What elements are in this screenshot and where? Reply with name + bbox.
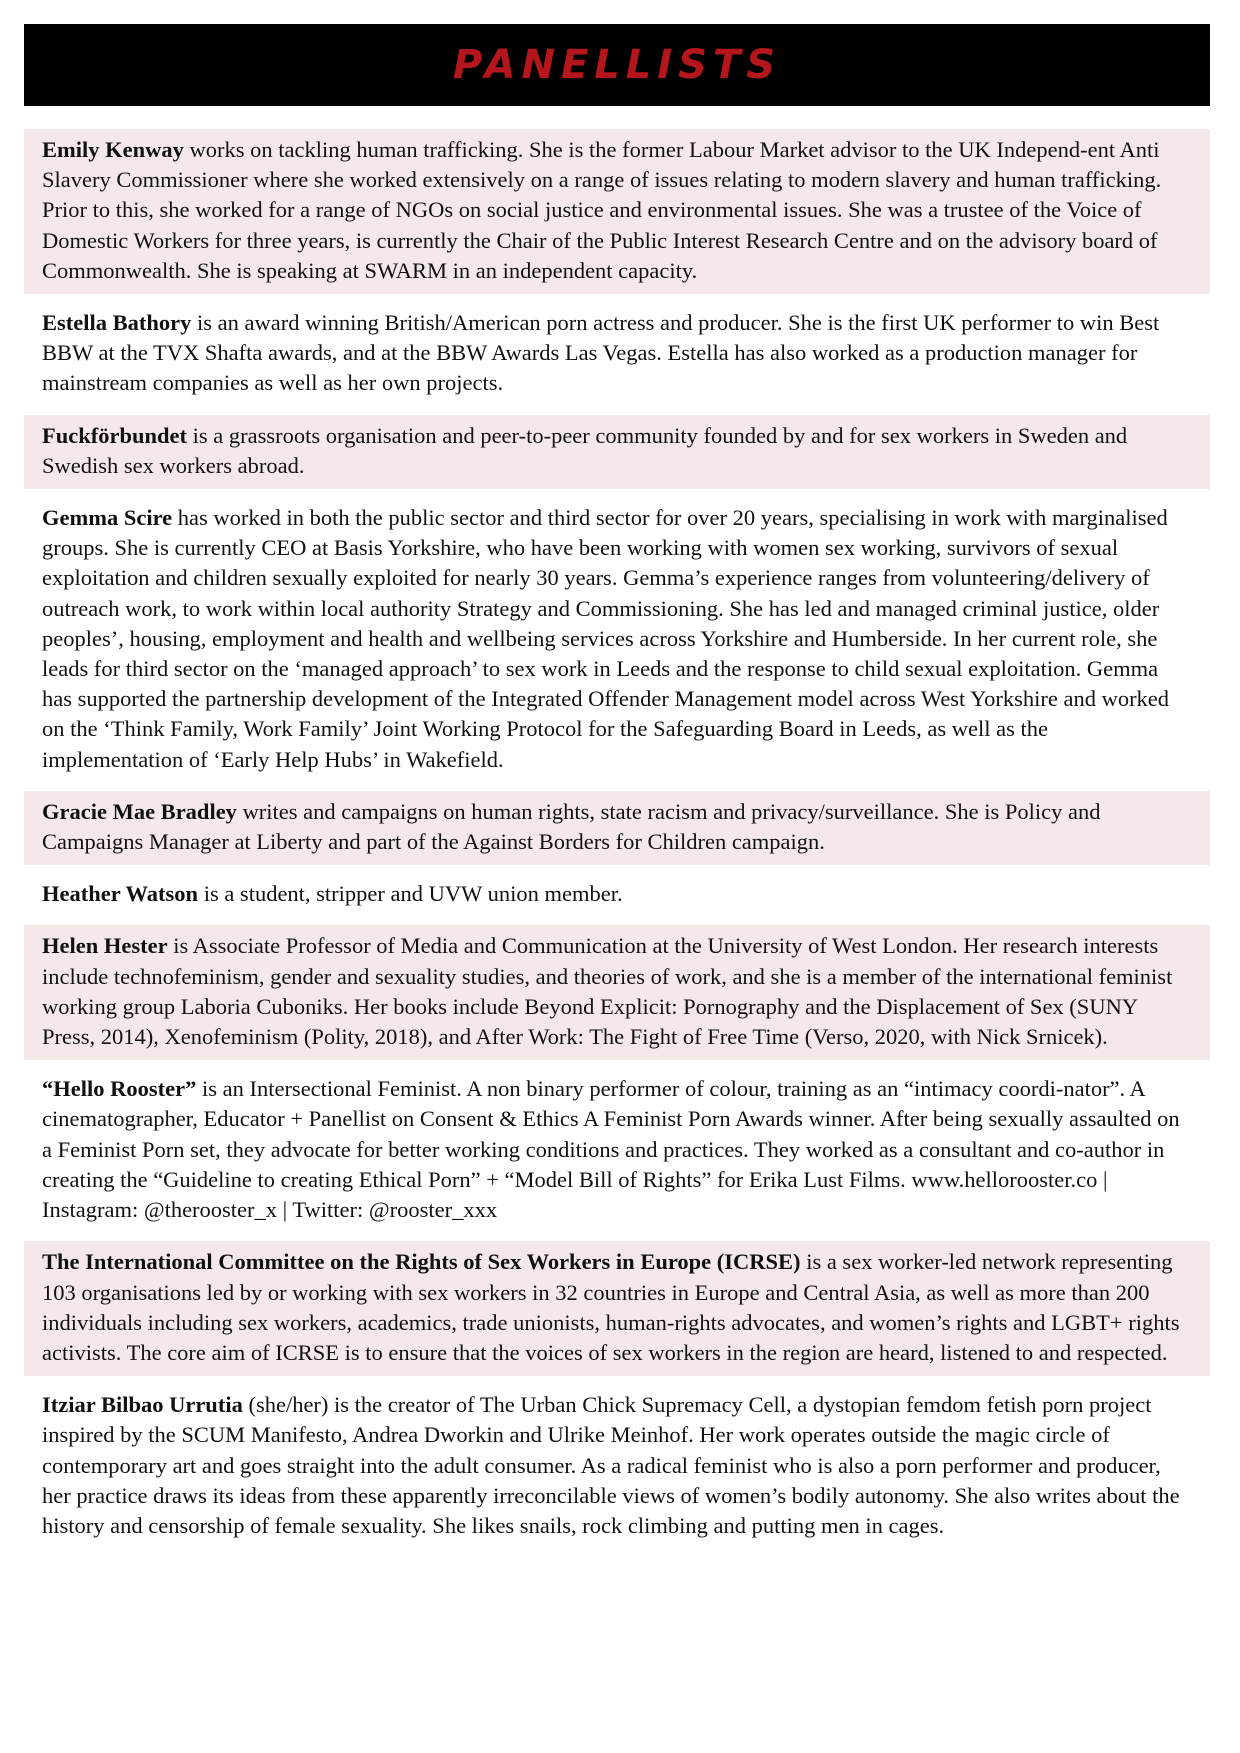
- panellist-entry: [24, 415, 1210, 489]
- panellist-bio: is an award winning British/American porn actress and producer. She is the first UK performer to win Best BBW at the TVX Shafta awards, and at the BBW Awards Las Vegas. Estella has also worked as a production manager for mainstream companies as well as her own projects.: [42, 310, 1160, 396]
- panellist-list: [24, 129, 1210, 1557]
- page-title: PANELLISTS: [452, 42, 782, 88]
- panellist-name: Gemma Scire: [42, 505, 173, 531]
- panellist-bio: is a sex worker-led network representing 103 organisations led by or working with sex workers in 32 countries in Europe and Central Asia, as well as more than 200 individuals including sex workers, academics, trade unionists, human-rights advocates, and women’s rights and LGBT+ rights activists. The core aim of ICRSE is to ensure that the voices of sex workers in the region are heard, listened to and respected.: [42, 1249, 1180, 1365]
- panellist-entry: [24, 1241, 1210, 1376]
- panellist-name: Heather Watson: [42, 881, 199, 907]
- panellist-bio: is a grassroots organisation and peer-to-peer community founded by and for sex workers in Sweden and Swedish sex workers abroad.: [42, 422, 1128, 478]
- panellist-entry: [24, 302, 1210, 407]
- page-header: [24, 24, 1210, 106]
- panellist-bio: (she/her) is the creator of The Urban Chick Supremacy Cell, a dystopian femdom fetish porn project inspired by the SCUM Manifesto, Andrea Dworkin and Ulrike Meinhof. Her work operates outside the magic circle of contemporary art and goes straight into the adult consumer. As a radical feminist who is also a porn performer and producer, her practice draws its ideas from these apparently irreconcilable views of women’s bodily autonomy. She also writes about the history and censorship of female sexuality. She likes snails, rock climbing and putting men in cages.: [42, 1392, 1180, 1538]
- panellist-name: The International Committee on the Rights of Sex Workers in Europe (ICRSE): [42, 1249, 801, 1275]
- panellist-bio: writes and campaigns on human rights, state racism and privacy/surveillance. She is Policy and Campaigns Manager at Liberty and part of the Against Borders for Children campaign.: [42, 798, 1101, 855]
- panellist-entry: [24, 873, 1210, 917]
- panellist-entry: [24, 497, 1210, 783]
- panellist-name: Estella Bathory: [42, 310, 192, 336]
- panellist-bio: has worked in both the public sector and third sector for over 20 years, specialising in work with marginalised groups. She is currently CEO at Basis Yorkshire, who have been working with women sex working, survivors of sexual exploitation and children sexually exploited for nearly 30 years. Gemma’s experience ranges from volunteering/delivery of outreach work, to work within local authority Strategy and Commissioning. She has led and managed criminal justice, older peoples’, housing, employment and health and wellbeing services across Yorkshire and Humberside. In her current role, she leads for third sector on the ‘managed approach’ to sex work in Leeds and the response to child sexual exploitation. Gemma has supported the partnership development of the Integrated Offender Management model across West Yorkshire and worked on the ‘Think Family, Work Family’ Joint Working Protocol for the Safeguarding Board in Leeds, as well as the implementation of ‘Early Help Hubs’ in Wakefield.: [42, 505, 1170, 772]
- panellist-entry: [24, 1068, 1210, 1233]
- panellist-bio: works on tackling human trafficking. She is the former Labour Market advisor to the UK Independ-ent Anti Slavery Commissioner where she worked extensively on a range of issues relating to modern slavery and human trafficking. Prior to this, she worked for a range of NGOs on social justice and environmental issues. She was a trustee of the Voice of Domestic Workers for three years, is currently the Chair of the Public Interest Research Centre and on the advisory board of Commonwealth. She is speaking at SWARM in an independent capacity.: [42, 137, 1162, 283]
- panellist-name: Gracie Mae Bradley: [42, 798, 237, 824]
- panellist-name: Itziar Bilbao Urrutia: [42, 1392, 243, 1418]
- panellist-bio: is Associate Professor of Media and Communication at the University of West London. Her research interests include technofeminism, gender and sexuality studies, and theories of work, and she is a member of the international feminist working group Laboria Cuboniks. Her books include Beyond Explicit: Pornography and the Displacement of Sex (SUNY Press, 2014), Xenofeminism (Polity, 2018), and After Work: The Fight of Free Time (Verso, 2020, with Nick Srnicek).: [42, 933, 1173, 1050]
- panellist-name: Helen Hester: [42, 933, 168, 959]
- panellist-name: “Hello Rooster”: [42, 1076, 197, 1102]
- panellist-name: Emily Kenway: [42, 137, 184, 162]
- panellist-entry: [24, 791, 1210, 865]
- panellist-entry: [24, 1384, 1210, 1549]
- panellist-name: Fuckförbundet: [42, 422, 188, 448]
- panellist-entry: [24, 129, 1210, 294]
- panellist-bio: is a student, stripper and UVW union member.: [198, 881, 623, 907]
- panellist-bio: is an Intersectional Feminist. A non binary performer of colour, training as an “intimacy coordi-nator”. A cinematographer, Educator + Panellist on Consent & Ethics A Feminist Porn Awards winner. After being sexually assaulted on a Feminist Porn set, they advocate for better working conditions and practices. They worked as a consultant and co-author in creating the “Guideline to creating Ethical Porn” + “Model Bill of Rights” for Erika Lust Films. www.hellorooster.co | Instagram: @therooster_x | Twitter: @rooster_xxx: [42, 1076, 1180, 1223]
- panellist-entry: [24, 925, 1210, 1060]
